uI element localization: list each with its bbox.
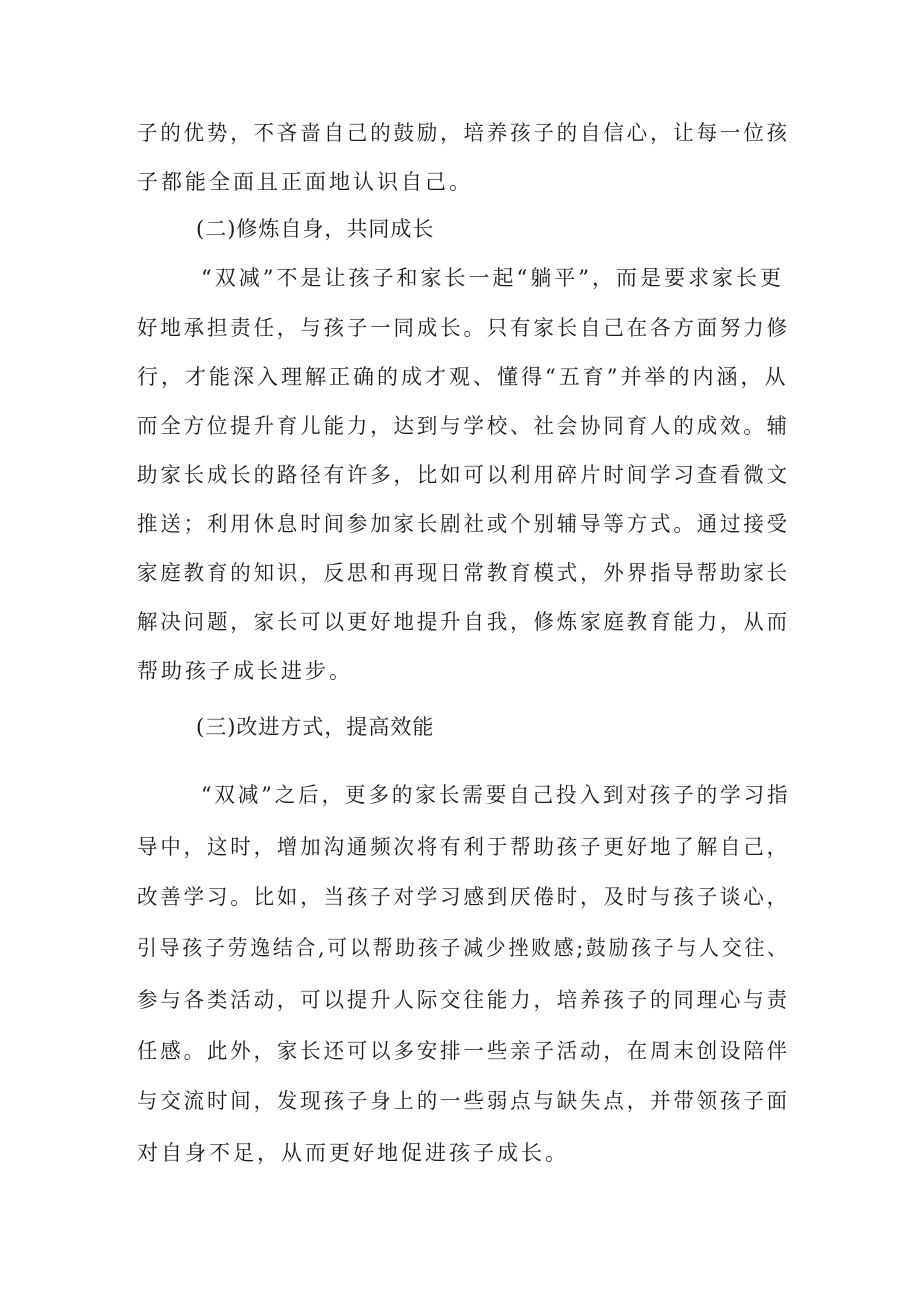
text-line: 帮助孩子成长进步。	[137, 659, 353, 683]
text-line: 子的优势，不吝啬自己的鼓励，培养孩子的自信心，让每一位孩	[137, 121, 790, 145]
text-line: 行，才能深入理解正确的成才观、懂得“五育”并举的内涵，从	[137, 365, 789, 389]
text-line: 而全方位提升育儿能力，达到与学校、社会协同育人的成效。辅	[137, 414, 790, 438]
text-line: 好地承担责任，与孩子一同成长。只有家长自己在各方面努力修	[137, 316, 790, 340]
text-line: 任感。此外，家长还可以多安排一些亲子活动，在周末创设陪伴	[137, 1039, 790, 1063]
text-line: 导中，这时，增加沟通频次将有利于帮助孩子更好地了解自己，	[137, 835, 790, 859]
text-line: 改善学习。比如，当孩子对学习感到厌倦时，及时与孩子谈心，	[137, 885, 790, 909]
text-line: 引导孩子劳逸结合,可以帮助孩子减少挫败感;鼓励孩子与人交往、	[137, 936, 790, 960]
text-line: 对自身不足，从而更好地促进孩子成长。	[137, 1141, 569, 1165]
text-line: “双减”不是让孩子和家长一起“躺平”，而是要求家长更	[201, 266, 784, 290]
section-heading-2: (二)修炼自身，共同成长	[196, 217, 435, 241]
text-line: 助家长成长的路径有许多，比如可以利用碎片时间学习查看微文	[137, 463, 790, 487]
text-line: “双减”之后，更多的家长需要自己投入到对孩子的学习指	[201, 783, 791, 807]
text-line: 与交流时间，发现孩子身上的一些弱点与缺失点，并带领孩子面	[137, 1089, 790, 1113]
text-line: 子都能全面且正面地认识自己。	[137, 170, 473, 194]
text-line: 解决问题，家长可以更好地提升自我，修炼家庭教育能力，从而	[137, 610, 790, 634]
text-line: 参与各类活动，可以提升人际交往能力，培养孩子的同理心与责	[137, 988, 790, 1012]
text-line: 推送；利用休息时间参加家长剧社或个别辅导等方式。通过接受	[137, 512, 790, 536]
text-line: 家庭教育的知识，反思和再现日常教育模式，外界指导帮助家长	[137, 561, 790, 585]
section-heading-3: (三)改进方式，提高效能	[196, 715, 435, 739]
